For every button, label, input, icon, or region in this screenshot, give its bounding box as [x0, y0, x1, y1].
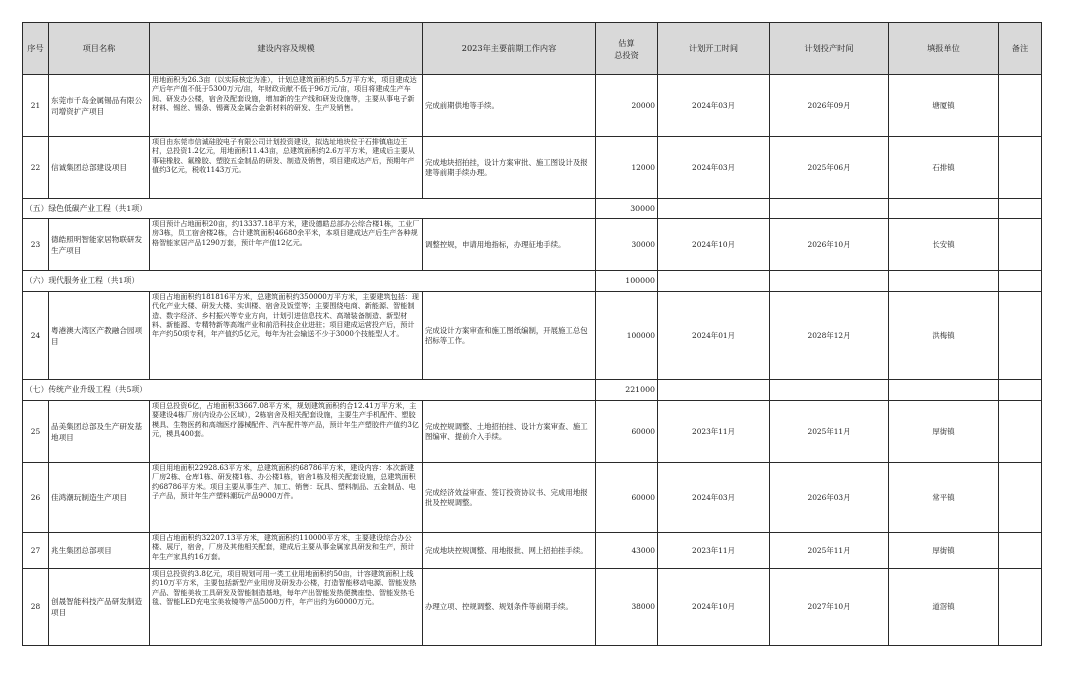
row-unit: 厚街镇 — [889, 533, 999, 569]
table-row — [23, 75, 1042, 137]
row-start: 2024年03月 — [658, 463, 770, 533]
row-unit: 常平镇 — [889, 463, 999, 533]
row-work: 办理立项、控规调整、规划条件等前期手续。 — [423, 569, 596, 646]
table-row — [23, 219, 1042, 271]
group-invest: 30000 — [596, 199, 658, 219]
row-work: 完成控规调整、土地招拍挂、设计方案审查、施工图编审、提前介入手续。 — [423, 401, 596, 463]
row-prod: 2027年10月 — [770, 569, 889, 646]
row-note — [999, 219, 1042, 271]
row-unit: 洪梅镇 — [889, 292, 999, 380]
group-label: （七）传统产业升级工程（共5项） — [23, 380, 596, 401]
row-seq: 25 — [23, 401, 49, 463]
row-content: 用地面积为26.3亩（以实际核定为准），计划总建筑面积约5.5万平方米，项目建成达产后年产值不低于5300万元/亩，年财政贡献不低于96万元/亩，项目将建成生产车间、研发办公楼，宿舍及配套设施，增加新的生产线和研发设施等，主要从事电子新材料、锡丝、锡条、锡膏及金属合金新材料的研发、生产及销售。 — [150, 75, 423, 137]
row-note — [999, 533, 1042, 569]
row-content: 项目预计占地面积20亩，约13337.18平方米，建设德皓总部办公综合楼1栋，工业厂房3栋，员工宿舍楼2栋，合计建筑面积46680余平米，本项目建成达产后生产各种规格智能家居产品1290万套，预计年产值12亿元。 — [150, 219, 423, 271]
row-name: 德皓照明智能家居物联研发生产项目 — [49, 219, 150, 271]
row-content: 项目用地面积22928.63平方米，总建筑面积约68786平方米，建设内容：本次新建厂房2栋、仓库1栋、研发楼1栋、办公楼1栋，宿舍1栋及相关配套设施，总建筑面积约68786平方米。项目主要从事生产、加工、销售：玩具、塑料制品、五金制品、电子产品，预计年生产塑料潮玩产品9000万件。 — [150, 463, 423, 533]
header-content: 建设内容及规模 — [150, 23, 423, 75]
row-unit: 长安镇 — [889, 219, 999, 271]
row-start: 2024年01月 — [658, 292, 770, 380]
table-row — [23, 137, 1042, 199]
row-name: 兆生集团总部项目 — [49, 533, 150, 569]
row-invest: 43000 — [596, 533, 658, 569]
header-name: 项目名称 — [49, 23, 150, 75]
row-content: 项目由东莞市信诚硅胶电子有限公司计划投资建设，拟选址地块位于石排镇庙边王村，总投资1.2亿元，用地面积11.43亩，总建筑面积约2.6万平方米，建成后主要从事硅橡胶、氟橡胶、塑胶五金制品的研发、制造及销售，项目建成达产后，预期年产值约3亿元，税收1143万元。 — [150, 137, 423, 199]
row-invest: 60000 — [596, 463, 658, 533]
table-row — [23, 463, 1042, 533]
row-start: 2024年03月 — [658, 75, 770, 137]
row-name: 信诚集团总部建设项目 — [49, 137, 150, 199]
row-seq: 26 — [23, 463, 49, 533]
row-unit: 石排镇 — [889, 137, 999, 199]
row-note — [999, 75, 1042, 137]
row-invest: 60000 — [596, 401, 658, 463]
row-start: 2023年11月 — [658, 533, 770, 569]
row-prod: 2026年03月 — [770, 463, 889, 533]
header-start: 计划开工时间 — [658, 23, 770, 75]
row-seq: 22 — [23, 137, 49, 199]
header-note: 备注 — [999, 23, 1042, 75]
row-seq: 24 — [23, 292, 49, 380]
group-label: （六）现代服务业工程（共1项） — [23, 271, 596, 292]
header-invest: 估算 总投资 — [596, 23, 658, 75]
header-row — [23, 23, 1042, 75]
group-row — [23, 380, 1042, 401]
row-prod: 2025年06月 — [770, 137, 889, 199]
row-prod: 2025年11月 — [770, 401, 889, 463]
row-prod: 2026年09月 — [770, 75, 889, 137]
row-invest: 20000 — [596, 75, 658, 137]
row-start: 2024年03月 — [658, 137, 770, 199]
row-start: 2023年11月 — [658, 401, 770, 463]
row-unit: 道滘镇 — [889, 569, 999, 646]
row-work: 完成设计方案审查和施工图纸编制，开展施工总包招标等工作。 — [423, 292, 596, 380]
group-row — [23, 271, 1042, 292]
row-unit: 厚街镇 — [889, 401, 999, 463]
row-name: 东莞市千岛金属锡品有限公司增资扩产项目 — [49, 75, 150, 137]
row-unit: 塘厦镇 — [889, 75, 999, 137]
header-prod: 计划投产时间 — [770, 23, 889, 75]
row-name: 佳鸿潮玩制造生产项目 — [49, 463, 150, 533]
row-note — [999, 401, 1042, 463]
row-invest: 38000 — [596, 569, 658, 646]
table-row — [23, 533, 1042, 569]
row-work: 调整控规，申请用地指标，办理征地手续。 — [423, 219, 596, 271]
row-seq: 21 — [23, 75, 49, 137]
table-row — [23, 401, 1042, 463]
row-note — [999, 292, 1042, 380]
row-prod: 2026年10月 — [770, 219, 889, 271]
table-row — [23, 292, 1042, 380]
row-note — [999, 463, 1042, 533]
row-seq: 23 — [23, 219, 49, 271]
group-label: （五）绿色低碳产业工程（共1项） — [23, 199, 596, 219]
row-work: 完成地块控规调整、用地报批、网上招拍挂手续。 — [423, 533, 596, 569]
row-work: 完成地块招拍挂，设计方案审批、施工图设计及报建等前期手续办理。 — [423, 137, 596, 199]
header-seq: 序号 — [23, 23, 49, 75]
row-content: 项目占地面积约32207.13平方米，建筑面积约110000平方米，主要建设综合办公楼、展厅，宿舍，厂房及其他相关配套，建成后主要从事金属家具研发和生产，预计年生产家具约16万套。 — [150, 533, 423, 569]
header-work-2023: 2023年主要前期工作内容 — [423, 23, 596, 75]
header-unit: 填报单位 — [889, 23, 999, 75]
row-invest: 30000 — [596, 219, 658, 271]
group-row — [23, 199, 1042, 219]
row-name: 创晟智能科技产品研发制造项目 — [49, 569, 150, 646]
row-content: 项目占地面积约181816平方米，总建筑面积约350000万平方米，主要建筑包括：现代化产业大楼、研发大楼、实训楼、宿舍及饭堂等；主要围绕电商、新能源、智能制造、数字经济、乡村振兴等专业方向，计划引进信息技术、高端装备制造、新型材料、新能源、专精特新等高端产业和前沿科技企业进驻；项目建成运营投产后，预计年产约50项专利，年产值约5亿元，每年为社会输送不少于3000个技能型人才。 — [150, 292, 423, 380]
row-note — [999, 137, 1042, 199]
row-invest: 100000 — [596, 292, 658, 380]
row-start: 2024年10月 — [658, 569, 770, 646]
row-name: 粤港澳大湾区产教融合园项目 — [49, 292, 150, 380]
row-start: 2024年10月 — [658, 219, 770, 271]
row-seq: 27 — [23, 533, 49, 569]
project-table — [22, 22, 1042, 646]
row-prod: 2028年12月 — [770, 292, 889, 380]
table-row — [23, 569, 1042, 646]
row-content: 项目总投资6亿，占地面积33667.08平方米，规划建筑面积约合12.41万平方米，主要建设4栋厂房(内设办公区域），2栋宿舍及相关配套设施，主要生产手机配件、塑胶模具、生物医药和高端医疗器械配件、汽车配件等产品，预计年生产塑胶件产值约3亿元，模具400套。 — [150, 401, 423, 463]
group-invest: 221000 — [596, 380, 658, 401]
row-invest: 12000 — [596, 137, 658, 199]
row-note — [999, 569, 1042, 646]
row-prod: 2025年11月 — [770, 533, 889, 569]
row-content: 项目总投资约3.8亿元，项目规划可用一类工业用地面积约50亩，计容建筑面积上线约10万平方米，主要包括新型产业用房及研发办公楼，打造智能移动电源、智能发热产品、智能美妆工具研发及智能制造基地，每年产出智能发热便携座垫、智能发热毛毯、智能LED充电宝美妆镜等产品5000万件，年产出约为60000万元。 — [150, 569, 423, 646]
row-name: 品美集团总部及生产研发基地项目 — [49, 401, 150, 463]
row-work: 完成前期供地等手续。 — [423, 75, 596, 137]
row-work: 完成经济效益审查、签订投资协议书、完成用地报批及控规调整。 — [423, 463, 596, 533]
row-seq: 28 — [23, 569, 49, 646]
group-invest: 100000 — [596, 271, 658, 292]
